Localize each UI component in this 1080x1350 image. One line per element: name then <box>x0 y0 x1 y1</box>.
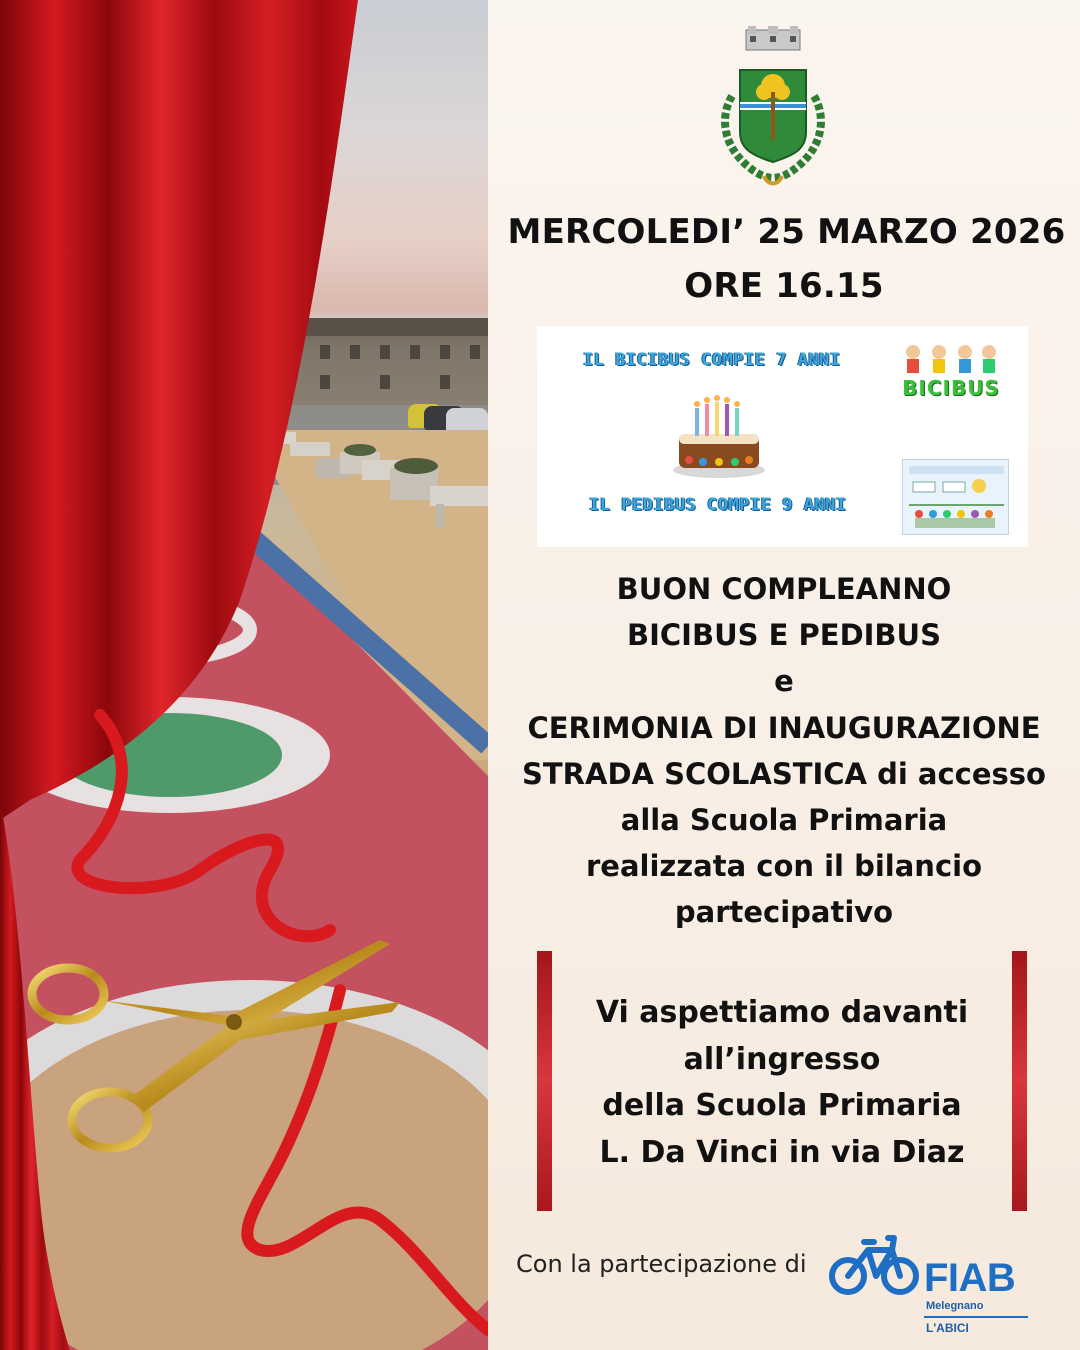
invitation-line: all’ingresso <box>683 1041 881 1077</box>
fiab-subtitle: Melegnano <box>926 1300 984 1312</box>
scissors-icon <box>20 930 400 1170</box>
window <box>320 345 330 359</box>
accent-bar-left <box>537 951 552 1211</box>
benches-planters <box>250 420 488 530</box>
description-line: BICIBUS E PEDIBUS <box>627 618 941 653</box>
window <box>440 375 450 389</box>
description-line: STRADA SCOLASTICA di accesso <box>522 756 1046 791</box>
window <box>380 375 390 389</box>
fiab-divider <box>924 1316 1028 1318</box>
description-line: CERIMONIA DI INAUGURAZIONE <box>527 710 1041 745</box>
photo-panel <box>0 0 488 1350</box>
event-date: MERCOLEDI’ 25 MARZO 2026 <box>507 212 1066 252</box>
window <box>410 345 420 359</box>
partner-intro: Con la partecipazione di <box>516 1250 807 1278</box>
window <box>320 375 330 389</box>
fiab-logo <box>828 1230 1028 1340</box>
fiab-subtitle-2: L'ABICI <box>926 1321 969 1335</box>
description-line: BUON COMPLEANNO <box>616 572 952 606</box>
fiab-name: FIAB <box>924 1256 1016 1300</box>
window <box>470 345 480 359</box>
window <box>290 345 300 359</box>
bicibus-anniversary-text: IL BICIBUS COMPIE 7 ANNI <box>583 350 841 370</box>
invitation-line: L. Da Vinci in via Diaz <box>599 1134 965 1170</box>
content-panel <box>488 0 1080 1350</box>
birthday-cake-icon <box>669 386 769 482</box>
window <box>440 345 450 359</box>
description-line: partecipativo <box>674 895 894 930</box>
window <box>350 345 360 359</box>
bicibus-logo-text: BICIBUS <box>902 376 1000 400</box>
invitation-text <box>552 990 1012 1176</box>
bicibus-logo <box>899 342 1003 400</box>
town-crest-icon <box>710 26 836 192</box>
bicycle-icon <box>828 1230 924 1300</box>
anniversary-banner <box>537 326 1028 547</box>
accent-bar-right <box>1012 951 1027 1211</box>
school-roof <box>250 318 488 336</box>
event-time: ORE 16.15 <box>684 266 884 306</box>
description-line: realizzata con il bilancio <box>585 849 983 884</box>
invitation-line: della Scuola Primaria <box>602 1088 962 1123</box>
description-line: e <box>774 664 794 699</box>
children-icon <box>899 342 1003 376</box>
description-line: alla Scuola Primaria <box>620 803 948 838</box>
pedibus-poster-thumbnail <box>902 459 1009 535</box>
window <box>380 345 390 359</box>
invitation-line: Vi aspettiamo davanti <box>595 995 969 1030</box>
pedibus-anniversary-text: IL PEDIBUS COMPIE 9 ANNI <box>589 495 847 515</box>
event-description <box>488 566 1080 936</box>
